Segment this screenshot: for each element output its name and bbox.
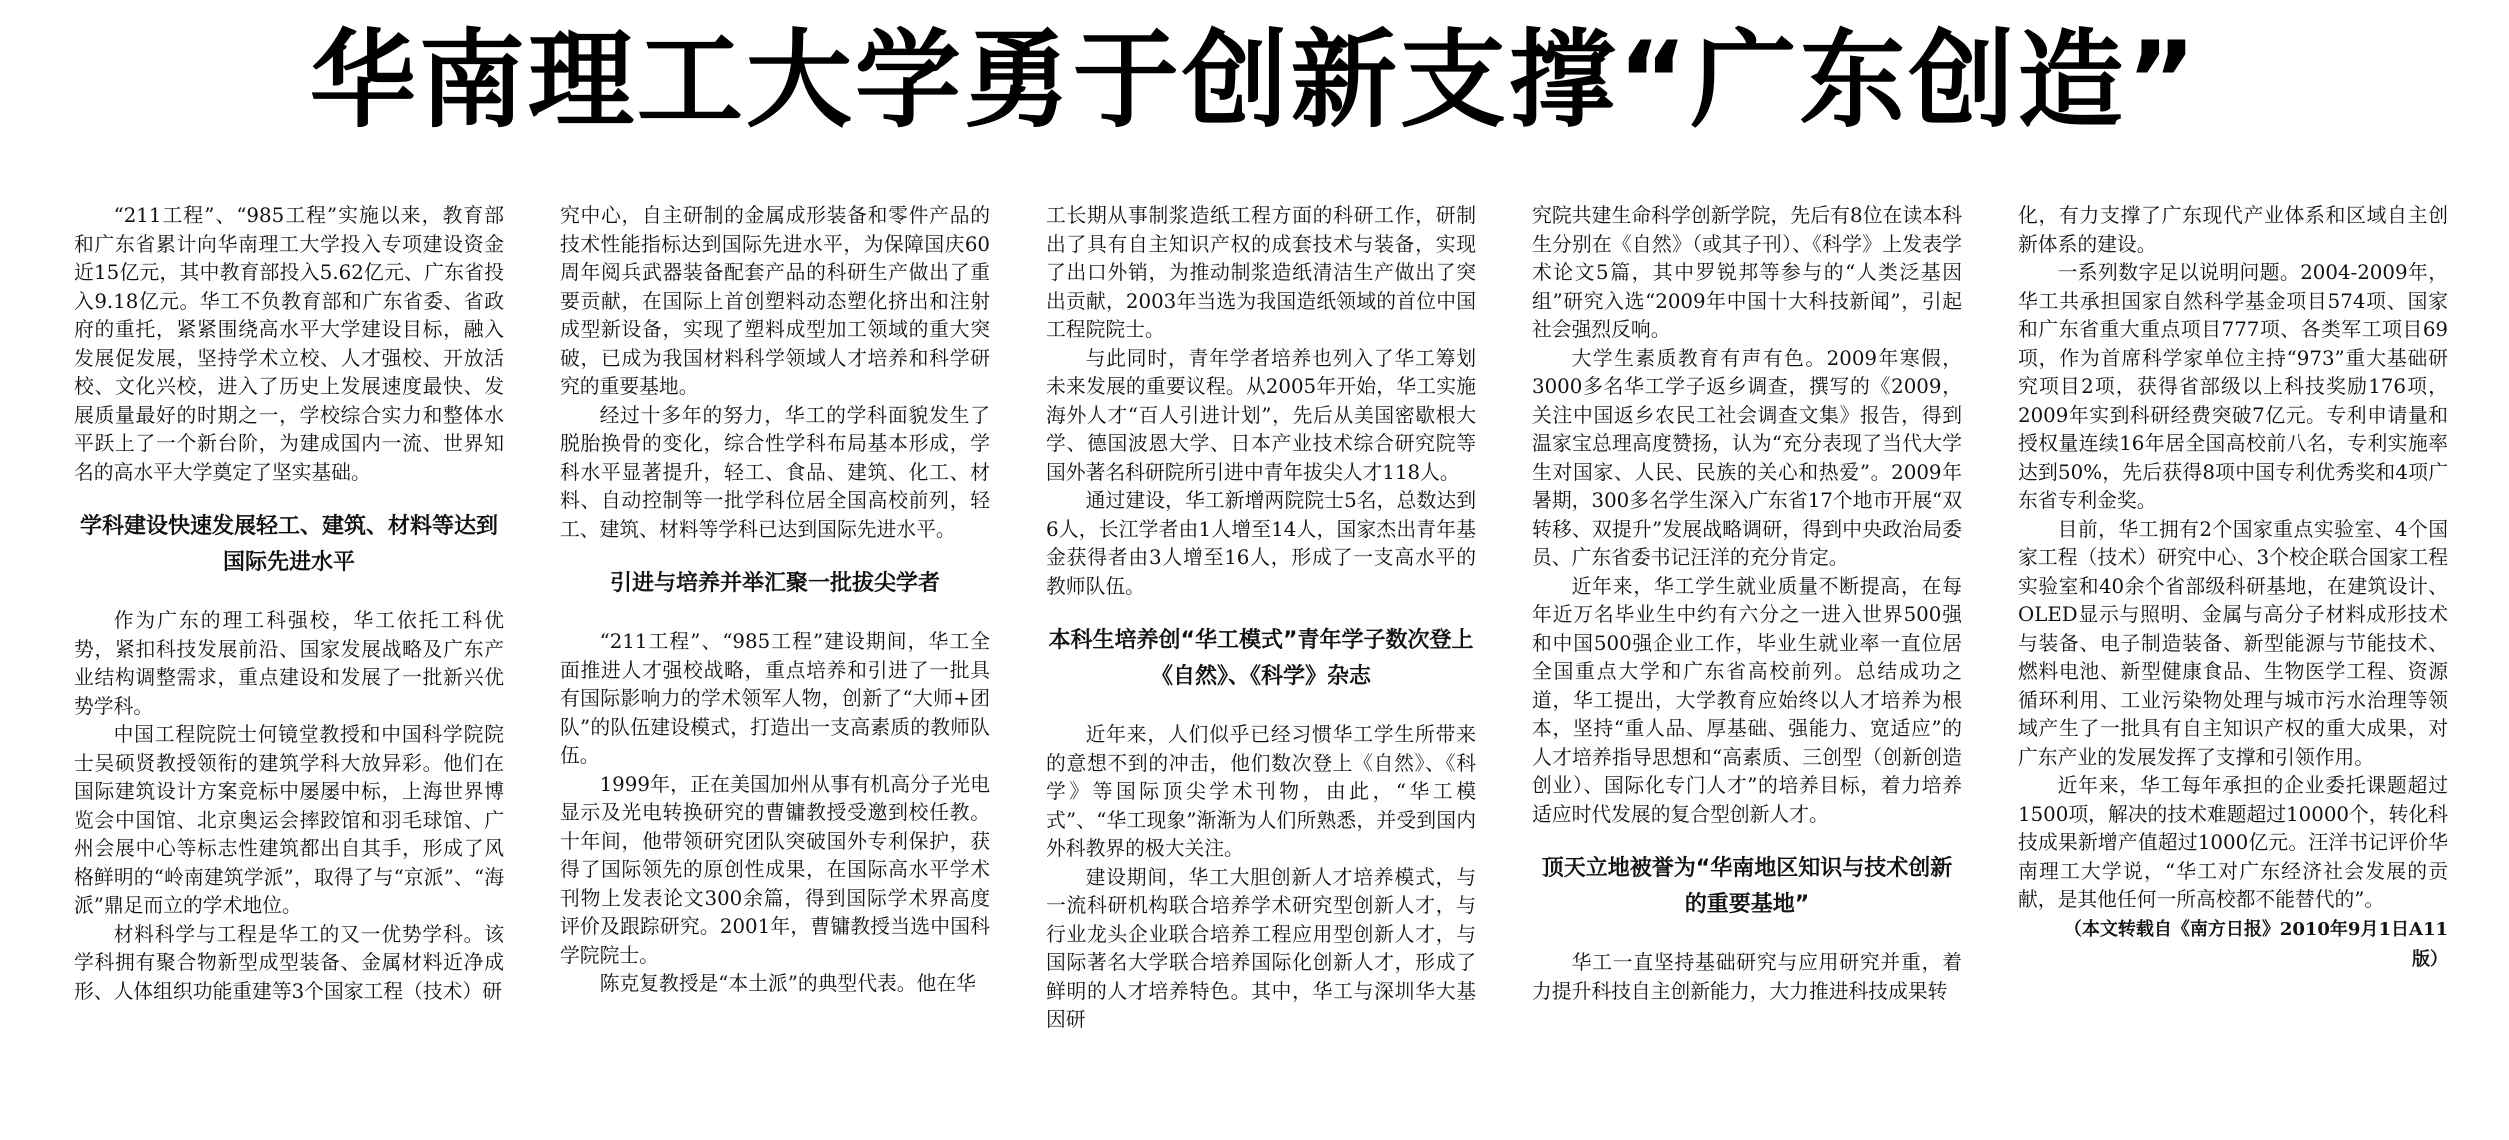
article-paragraph: 近年来，人们似乎已经习惯华工学生所带来的意想不到的冲击，他们数次登上《自然》、《科学》等国际顶尖学术刊物，由此，“华工模式”、“华工现象”渐渐为人们所熟悉，并受到国内外科教界的极大关注。 [1046,723,1476,860]
article-paragraph: 1999年，正在美国加州从事有机高分子光电显示及光电转换研究的曹镛教授受邀到校任教。十年间，他带领研究团队突破国外专利保护，获得了国际领先的原创性成果，在国际高水平学术刊物上发表论文300余篇，得到国际学术界高度评价及跟踪研究。2001年，曹镛教授当选中国科学院院士。 [560,772,990,967]
article-paragraph: 化，有力支撑了广东现代产业体系和区域自主创新体系的建设。 [2018,204,2448,256]
section-subheading: 学科建设快速发展轻工、建筑、材料等达到国际先进水平 [79,514,498,575]
section-subheading: 引进与培养并举汇聚一批拔尖学者 [609,571,940,596]
article-paragraph: 目前，华工拥有2个国家重点实验室、4个国家工程（技术）研究中心、3个校企联合国家工程实验室和40余个省部级科研基地，在建筑设计、OLED显示与照明、金属与高分子材料成形技术与装备、电子制造装备、新型能源与节能技术、燃料电池、新型健康食品、生物医学工程、资源循环利用、工业污染物处理与城市污水治理等领域产生了一批具有自主知识产权的重大成果，对广东产业的发展发挥了支撑和引领作用。 [2018,517,2448,769]
section-subheading: 顶天立地被誉为“华南地区知识与技术创新的重要基地” [1541,856,1953,917]
article-paragraph: “211工程”、“985工程”建设期间，华工全面推进人才强校战略，重点培养和引进了一批具有国际影响力的学术领军人物，创新了“大师+团队”的队伍建设模式，打造出一支高素质的教师队伍。 [560,630,990,767]
article-paragraph: 通过建设，华工新增两院院士5名，总数达到6人，长江学者由1人增至14人，国家杰出青年基金获得者由3人增至16人，形成了一支高水平的教师队伍。 [1046,489,1476,598]
article-paragraph: 工长期从事制浆造纸工程方面的科研工作，研制出了具有自主知识产权的成套技术与装备，实现了出口外销，为推动制浆造纸清洁生产做出了突出贡献，2003年当选为我国造纸领域的首位中国工程院院士。 [1046,204,1476,341]
article-paragraph: 近年来，华工学生就业质量不断提高，在每年近万名毕业生中约有六分之一进入世界500强和中国500强企业工作，毕业生就业率一直位居全国重点大学和广东省高校前列。总结成功之道，华工提出，大学教育应始终以人才培养为根本，坚持“重人品、厚基础、强能力、宽适应”的人才培养指导思想和“高素质、三创型（创新创造创业）、国际化专门人才”的培养目标，着力培养适应时代发展的复合型创新人才。 [1532,574,1962,826]
article-paragraph: 大学生素质教育有声有色。2009年寒假，3000多名华工学子返乡调查，撰写的《2009，关注中国返乡农民工社会调查文集》报告，得到温家宝总理高度赞扬，认为“充分表现了当代大学生对国家、人民、民族的关心和热爱”。2009年暑期，300多名学生深入广东省17个地市开展“双转移、双提升”发展战略调研，得到中央政治局委员、广东省委书记汪洋的充分肯定。 [1532,346,1962,569]
article-paragraph: 近年来，华工每年承担的企业委托课题超过1500项，解决的技术难题超过10000个，转化科技成果新增产值超过1000亿元。汪洋书记评价华南理工大学说，“华工对广东经济社会发展的贡献，是其他任何一所高校都不能替代的”。 [2018,774,2448,911]
article-column-5 [2018,202,2448,1140]
article-body [74,202,2509,1140]
article-column-4 [1532,202,1962,1140]
page-headline: 华南理工大学勇于创新支撑“广东创造” [309,19,2200,142]
article-paragraph: 中国工程院院士何镜堂教授和中国科学院院士吴硕贤教授领衔的建筑学科大放异彩。他们在国际建筑设计方案竞标中屡屡中标，上海世界博览会中国馆、北京奥运会摔跤馆和羽毛球馆、广州会展中心等标志性建筑都出自其手，形成了风格鲜明的“岭南建筑学派”，取得了与“京派”、“海派”鼎足而立的学术地位。 [74,723,504,917]
article-column-3 [1046,202,1476,1140]
article-paragraph: 建设期间，华工大胆创新人才培养模式，与一流科研机构联合培养学术研究型创新人才，与行业龙头企业联合培养工程应用型创新人才，与国际著名大学联合培养国际化创新人才，形成了鲜明的人才培养特色。其中，华工与深圳华大基因研 [1046,865,1476,1031]
article-paragraph: 作为广东的理工科强校，华工依托工科优势，紧扣科技发展前沿、国家发展战略及广东产业结构调整需求，重点建设和发展了一批新兴优势学科。 [74,609,504,718]
source-note: （本文转载自《南方日报》2010年9月1日A11版） [2063,918,2448,970]
article-paragraph: 究院共建生命科学创新学院，先后有8位在读本科生分别在《自然》（或其子刊）、《科学》上发表学术论文5篇，其中罗锐邦等参与的“人类泛基因组”研究入选“2009年中国十大科技新闻”，引起社会强烈反响。 [1532,204,1962,341]
article-paragraph: 经过十多年的努力，华工的学科面貌发生了脱胎换骨的变化，综合性学科布局基本形成，学科水平显著提升，轻工、食品、建筑、化工、材料、自动控制等一批学科位居全国高校前列，轻工、建筑、材料等学科已达到国际先进水平。 [560,403,990,541]
article-column-1 [74,202,504,1140]
article-paragraph: 究中心，自主研制的金属成形装备和零件产品的技术性能指标达到国际先进水平，为保障国庆60周年阅兵武器装备配套产品的科研生产做出了重要贡献，在国际上首创塑料动态塑化挤出和注射成型新设备，实现了塑料成型加工领域的重大突破，已成为我国材料科学领域人才培养和科学研究的重要基地。 [560,204,990,398]
article-paragraph: “211工程”、“985工程”实施以来，教育部和广东省累计向华南理工大学投入专项建设资金近15亿元，其中教育部投入5.62亿元、广东省投入9.18亿元。华工不负教育部和广东省委、省政府的重托，紧紧围绕高水平大学建设目标，融入发展促发展，坚持学术立校、人才强校、开放活校、文化兴校，进入了历史上发展速度最快、发展质量最好的时期之一，学校综合实力和整体水平跃上了一个新台阶，为建成国内一流、世界知名的高水平大学奠定了坚实基础。 [74,204,504,484]
article-paragraph: 与此同时，青年学者培养也列入了华工筹划未来发展的重要议程。从2005年开始，华工实施海外人才“百人引进计划”，先后从美国密歇根大学、德国波恩大学、日本产业技术综合研究院等国外著名科研院所引进中青年拔尖人才118人。 [1046,346,1476,484]
article-paragraph: 材料科学与工程是华工的又一优势学科。该学科拥有聚合物新型成型装备、金属材料近净成形、人体组织功能重建等3个国家工程（技术）研 [74,922,504,1003]
section-subheading: 本科生培养创“华工模式”青年学子数次登上《自然》、《科学》杂志 [1048,628,1474,689]
article-column-2 [560,202,990,1140]
article-paragraph: 陈克复教授是“本土派”的典型代表。他在华 [599,972,976,995]
article-paragraph: 华工一直坚持基础研究与应用研究并重，着力提升科技自主创新能力，大力推进科技成果转 [1532,951,1962,1003]
article-paragraph: 一系列数字足以说明问题。2004-2009年，华工共承担国家自然科学基金项目574项、国家和广东省重大重点项目777项、各类军工项目69项，作为首席科学家单位主持“973”重大基础研究项目2项，获得省部级以上科技奖励176项，2009年实到科研经费突破7亿元。专利申请量和授权量连续16年居全国高校前八名，专利实施率达到50%，先后获得8项中国专利优秀奖和4项广东省专利金奖。 [2018,261,2448,512]
